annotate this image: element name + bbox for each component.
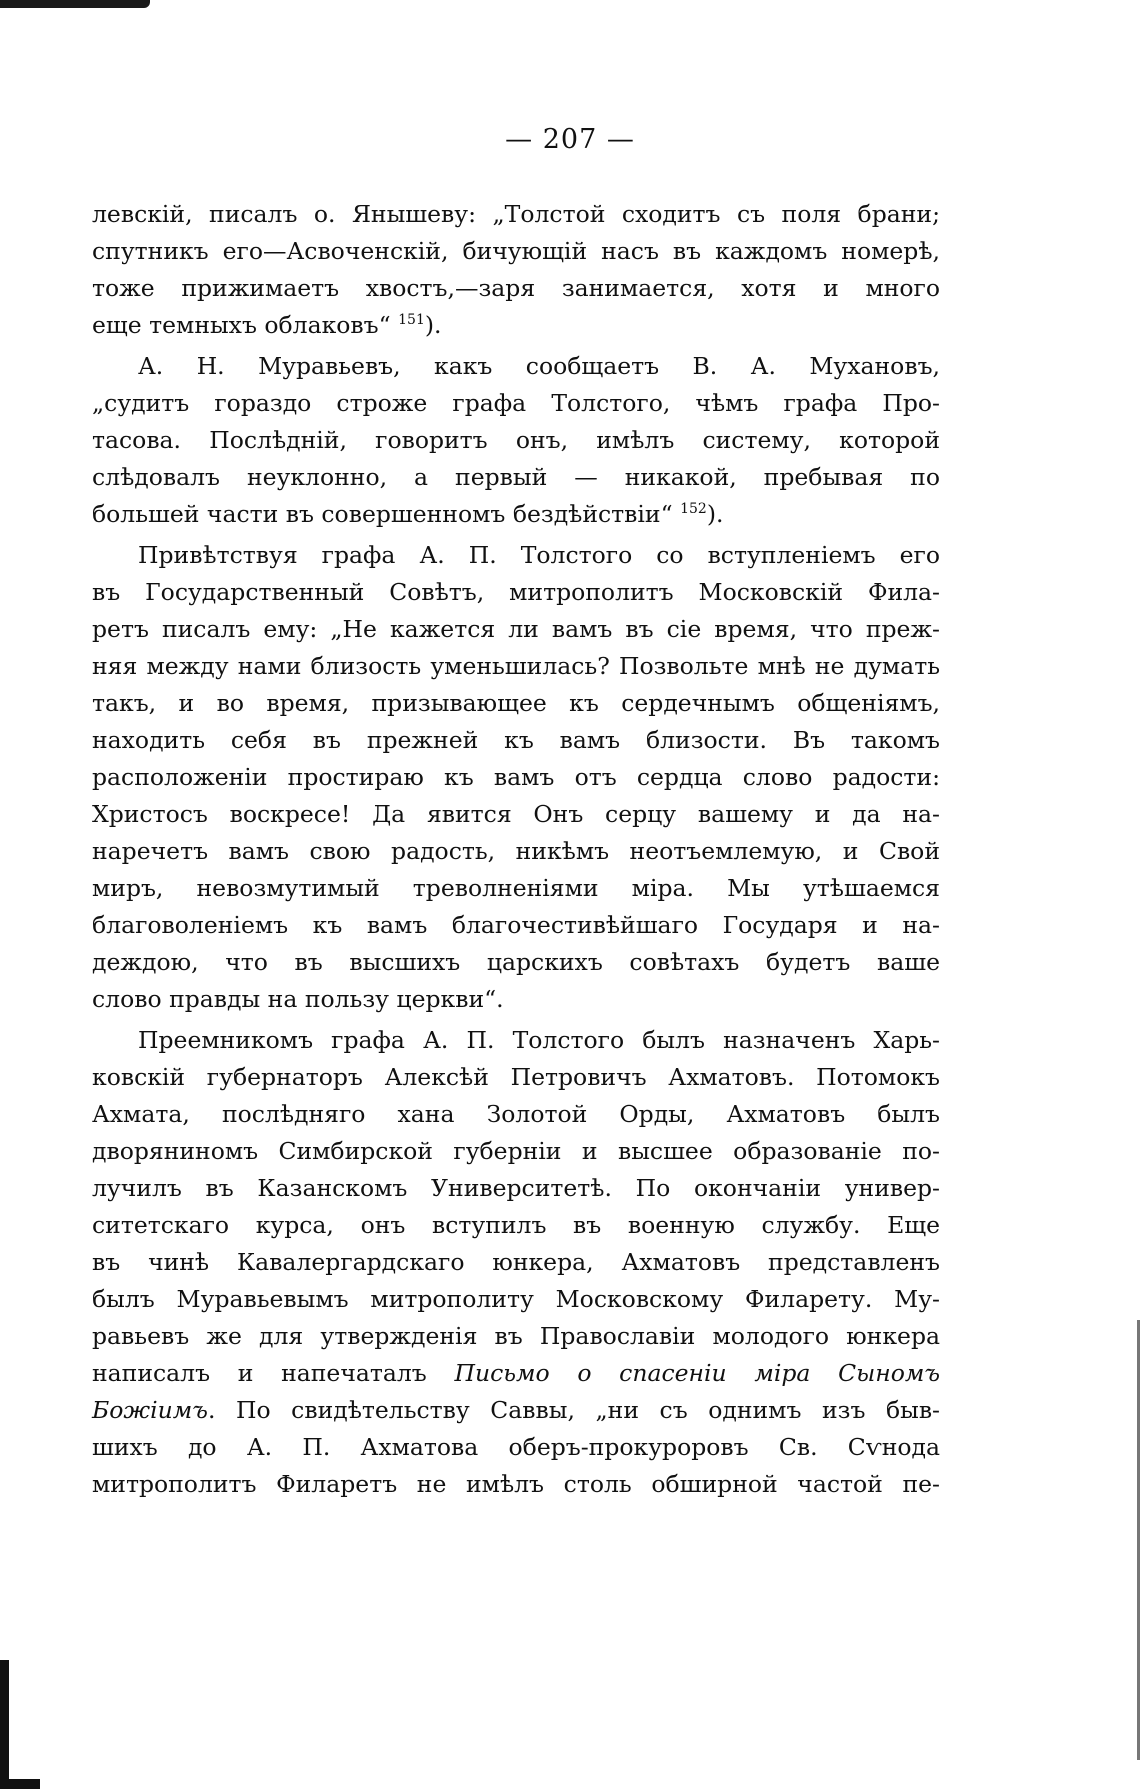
text-line: такъ, и во время, призывающее къ сердечнымъ общеніямъ, xyxy=(92,689,940,717)
text-line: Христосъ воскресе! Да явится Онъ серцу вашему и да на- xyxy=(92,800,940,828)
scan-edge-mark-top xyxy=(0,0,150,8)
text-line: Ахмата, послѣдняго хана Золотой Орды, Ахматовъ былъ xyxy=(92,1100,940,1128)
footnote-marker: 152 xyxy=(680,501,707,518)
footnote-marker: 151 xyxy=(398,312,425,329)
text-line xyxy=(92,307,940,344)
text-line: тасова. Послѣдній, говоритъ онъ, имѣлъ систему, которой xyxy=(92,426,940,454)
text-line: расположеніи простираю къ вамъ отъ сердца слово радости: xyxy=(92,763,940,791)
text-line: ковскій губернаторъ Алексѣй Петровичъ Ахматовъ. Потомокъ xyxy=(92,1063,940,1091)
text-line: Привѣтствуя графа А. П. Толстого со вступленіемъ его xyxy=(138,541,940,569)
text-line: миръ, невозмутимый треволненіями міра. Мы утѣшаемся xyxy=(92,874,940,902)
text-line: ретъ писалъ ему: „Не кажется ли вамъ въ сіе время, что преж- xyxy=(92,615,940,643)
text-line: спутникъ его—Асвоченскій, бичующій насъ въ каждомъ номерѣ, xyxy=(92,237,940,265)
text-line: благоволеніемъ къ вамъ благочестивѣйшаго Государя и на- xyxy=(92,911,940,939)
text-line: ситетскаго курса, онъ вступилъ въ военную службу. Еще xyxy=(92,1211,940,1239)
text-line: деждою, что въ высшихъ царскихъ совѣтахъ будетъ ваше xyxy=(92,948,940,976)
line-text: еще темныхъ облаковъ“ xyxy=(92,311,391,339)
text-line: въ Государственный Совѣтъ, митрополитъ Московскій Фила- xyxy=(92,578,940,606)
text-line: слово правды на пользу церкви“. xyxy=(92,985,504,1013)
text-line xyxy=(92,1355,940,1392)
page-number: — 207 — xyxy=(505,124,635,155)
text-line: Преемникомъ графа А. П. Толстого былъ назначенъ Харь- xyxy=(138,1026,940,1054)
line-tail: ). xyxy=(424,311,442,339)
paragraph-2 xyxy=(92,348,940,533)
line-tail: ). xyxy=(706,500,724,528)
text-line xyxy=(92,496,940,533)
text-line: наречетъ вамъ свою радость, никѣмъ неотъемлемую, и Свой xyxy=(92,837,940,865)
text-line: равьевъ же для утвержденія въ Православіи молодого юнкера xyxy=(92,1322,940,1350)
text-line: левскій, писалъ о. Янышеву: „Толстой сходитъ съ поля брани; xyxy=(92,200,940,228)
text-line: былъ Муравьевымъ митрополиту Московскому Филарету. Му- xyxy=(92,1285,940,1313)
text-line: находить себя въ прежней къ вамъ близости. Въ такомъ xyxy=(92,726,940,754)
paragraph-4 xyxy=(92,1022,940,1503)
scan-edge-mark-left xyxy=(0,1660,9,1789)
line-text: большей части въ совершенномъ бездѣйствіи“ xyxy=(92,500,673,528)
paragraph-3 xyxy=(92,537,940,1018)
text-line: лучилъ въ Казанскомъ Университетѣ. По окончаніи универ- xyxy=(92,1174,940,1202)
text-line: въ чинѣ Кавалергардскаго юнкера, Ахматовъ представленъ xyxy=(92,1248,940,1276)
line-text: написалъ и напечаталъ xyxy=(92,1359,455,1387)
text-line: митрополитъ Филаретъ не имѣлъ столь обширной частой пе- xyxy=(92,1470,940,1498)
text-line: А. Н. Муравьевъ, какъ сообщаетъ В. А. Мухановъ, xyxy=(138,352,940,380)
book-title-italic: Письмо о спасеніи міра Сыномъ xyxy=(454,1359,940,1387)
paragraph-1 xyxy=(92,196,940,344)
text-line: няя между нами близость уменьшилась? Позвольте мнѣ не думать xyxy=(92,652,940,680)
text-line: слѣдовалъ неуклонно, а первый — никакой, пребывая по xyxy=(92,463,940,491)
text-line: шихъ до А. П. Ахматова оберъ-прокуроровъ Св. Сѵнода xyxy=(92,1433,940,1461)
scan-edge-mark-bottom xyxy=(0,1779,40,1789)
line-text: . По свидѣтельству Саввы, „ни съ однимъ изъ быв- xyxy=(207,1396,940,1424)
text-line: „судитъ гораздо строже графа Толстого, чѣмъ графа Про- xyxy=(92,389,940,417)
text-line: дворяниномъ Симбирской губерніи и высшее образованіе по- xyxy=(92,1137,940,1165)
text-line xyxy=(92,1392,940,1429)
book-title-italic: Божіимъ xyxy=(92,1396,208,1424)
text-line: тоже прижимаетъ хвостъ,—заря занимается, хотя и много xyxy=(92,274,940,302)
page-body xyxy=(92,196,940,1503)
